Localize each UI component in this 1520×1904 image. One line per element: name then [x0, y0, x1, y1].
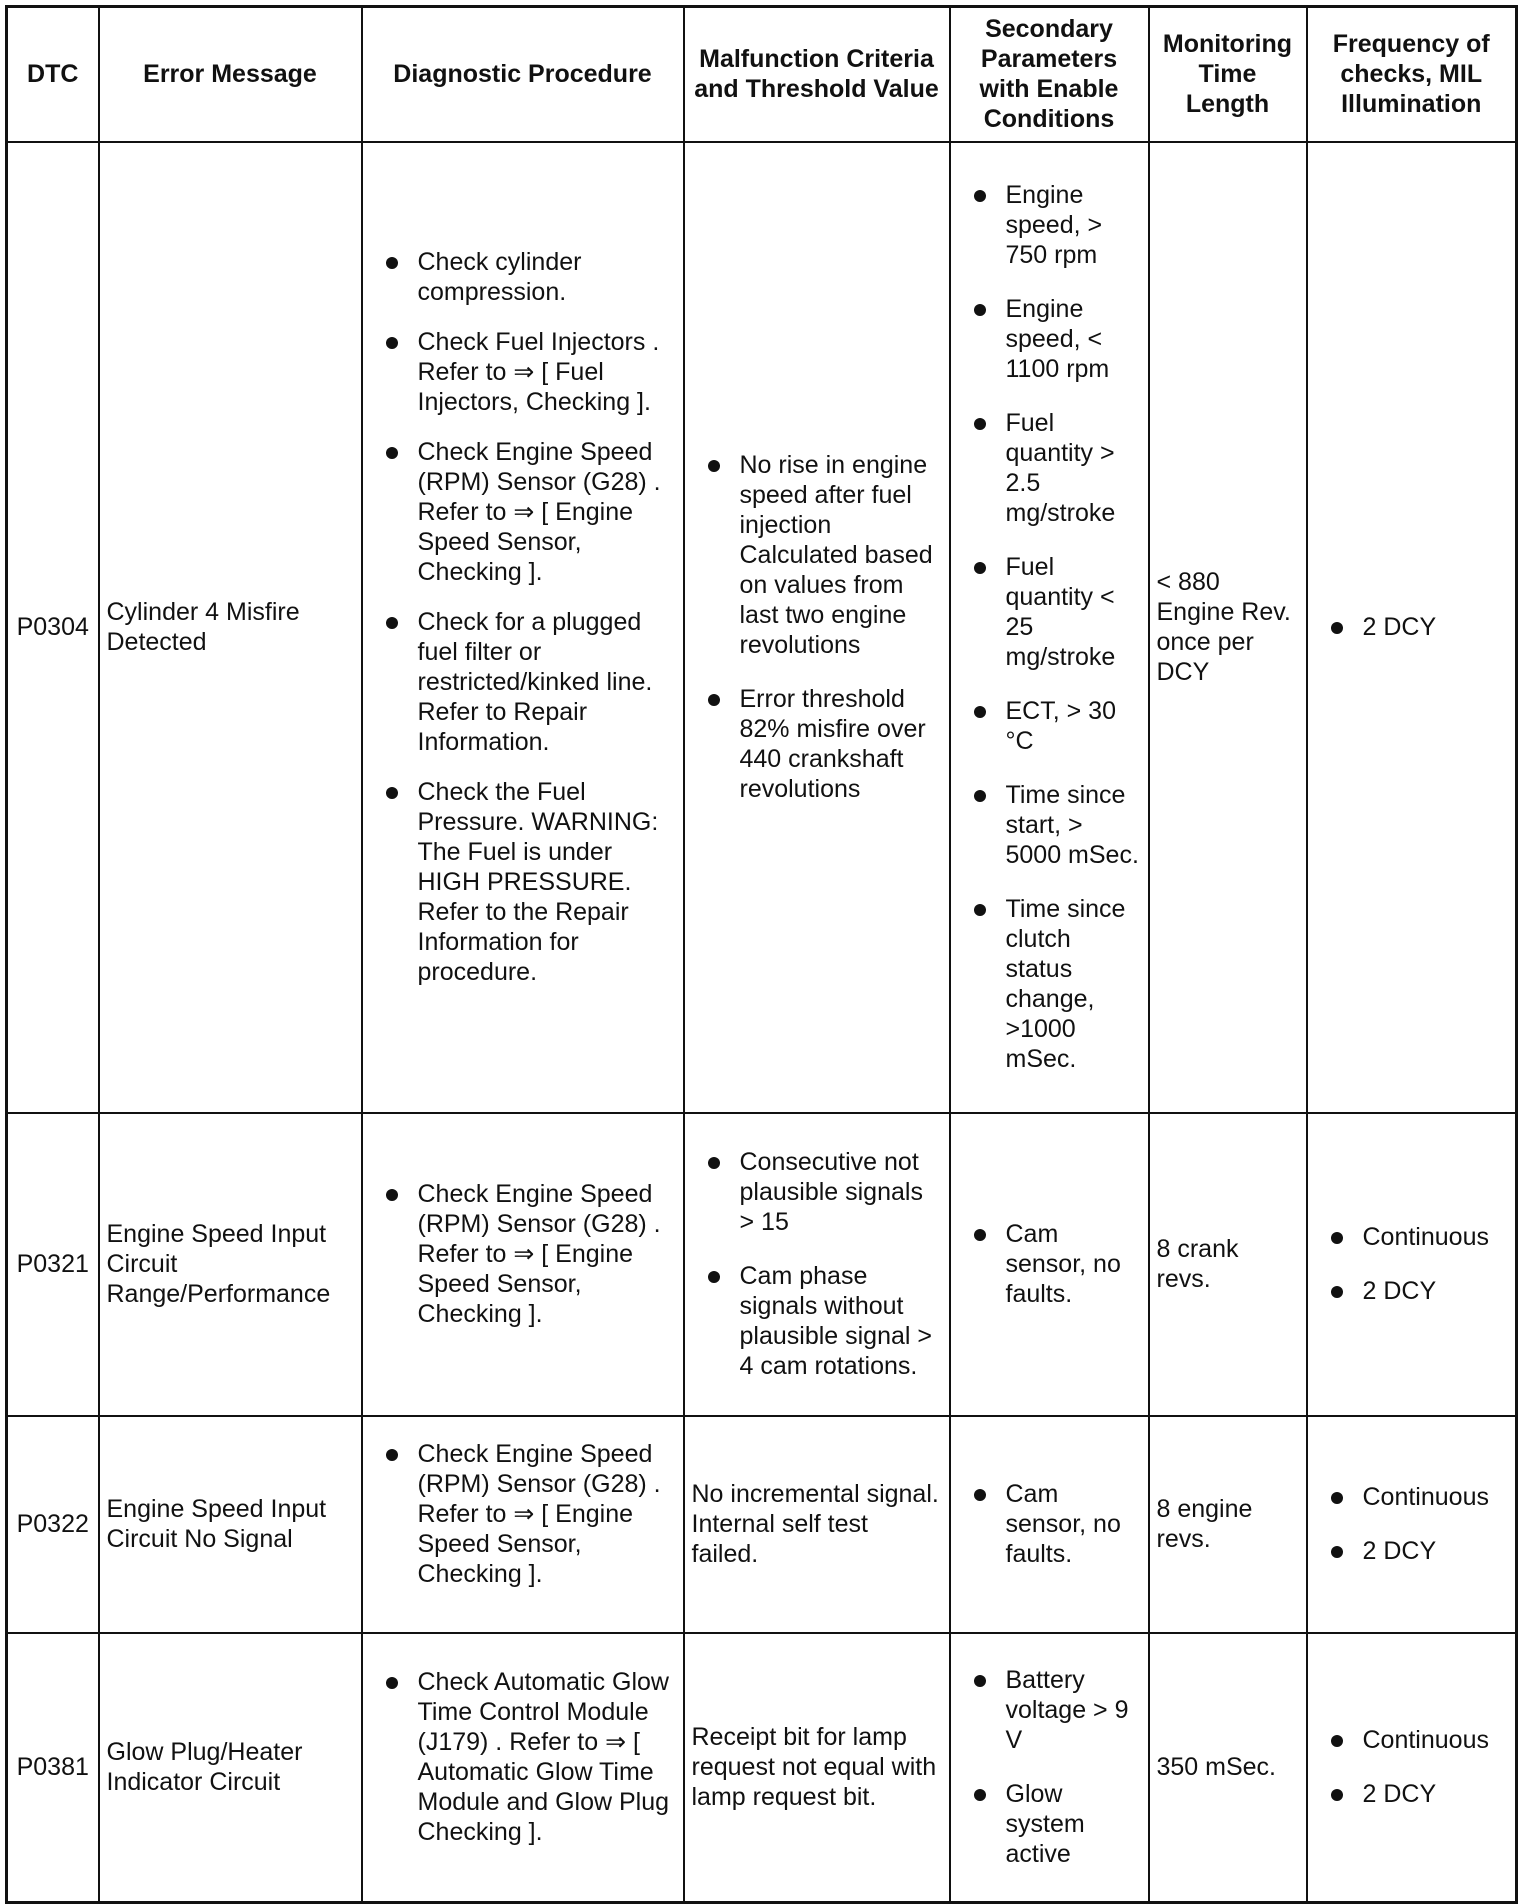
- parameter-item: Cam sensor, no faults.: [958, 1479, 1141, 1569]
- secondary-parameters: [950, 1113, 1149, 1416]
- header-frequency: Frequency of checks, MIL Illumination: [1307, 7, 1517, 142]
- parameter-item: Cam sensor, no faults.: [958, 1219, 1141, 1309]
- secondary-parameters: [950, 142, 1149, 1113]
- secondary-parameters: [950, 1416, 1149, 1633]
- dtc-code: P0381: [7, 1633, 99, 1903]
- parameter-item: Engine speed, < 1100 rpm: [958, 294, 1141, 384]
- parameter-item: ECT, > 30 °C: [958, 696, 1141, 756]
- parameter-item: Engine speed, > 750 rpm: [958, 180, 1141, 270]
- frequency-item: Continuous: [1315, 1482, 1509, 1512]
- frequency-item: 2 DCY: [1315, 612, 1509, 642]
- parameter-item: Fuel quantity < 25 mg/stroke: [958, 552, 1141, 672]
- table-row: [7, 1113, 1517, 1416]
- header-error-message: Error Message: [99, 7, 362, 142]
- procedure-item: Check Engine Speed (RPM) Sensor (G28) . Refer to ⇒ [ Engine Speed Sensor, Checking ].: [370, 1439, 676, 1589]
- error-message: Engine Speed Input Circuit Range/Performance: [99, 1113, 362, 1416]
- malfunction-criteria: [684, 1113, 950, 1416]
- procedure-item: Check Engine Speed (RPM) Sensor (G28) . Refer to ⇒ [ Engine Speed Sensor, Checking ].: [370, 1179, 676, 1329]
- frequency: [1307, 1113, 1517, 1416]
- criteria-item: Cam phase signals without plausible signal > 4 cam rotations.: [692, 1261, 942, 1381]
- table-row: [7, 1633, 1517, 1903]
- header-dtc: DTC: [7, 7, 99, 142]
- malfunction-criteria: [684, 142, 950, 1113]
- table-row: [7, 142, 1517, 1113]
- procedure-item: Check Automatic Glow Time Control Module (J179) . Refer to ⇒ [ Automatic Glow Time Module and Glow Plug Checking ].: [370, 1667, 676, 1847]
- procedure-item: Check for a plugged fuel filter or restricted/kinked line. Refer to Repair Information.: [370, 607, 676, 757]
- dtc-code: P0322: [7, 1416, 99, 1633]
- secondary-parameters: [950, 1633, 1149, 1903]
- header-secondary-parameters: Secondary Parameters with Enable Conditions: [950, 7, 1149, 142]
- criteria-item: Error threshold 82% misfire over 440 crankshaft revolutions: [692, 684, 942, 804]
- procedure-item: Check the Fuel Pressure. WARNING: The Fuel is under HIGH PRESSURE. Refer to the Repair Information for procedure.: [370, 777, 676, 987]
- monitoring-time: < 880 Engine Rev. once per DCY: [1149, 142, 1307, 1113]
- frequency-item: 2 DCY: [1315, 1536, 1509, 1566]
- frequency-item: 2 DCY: [1315, 1276, 1509, 1306]
- table-row: [7, 1416, 1517, 1633]
- procedure-item: Check Engine Speed (RPM) Sensor (G28) . Refer to ⇒ [ Engine Speed Sensor, Checking ].: [370, 437, 676, 587]
- error-message: Glow Plug/Heater Indicator Circuit: [99, 1633, 362, 1903]
- procedure-item: Check cylinder compression.: [370, 247, 676, 307]
- malfunction-criteria: Receipt bit for lamp request not equal with lamp request bit.: [684, 1633, 950, 1903]
- procedure-item: Check Fuel Injectors . Refer to ⇒ [ Fuel Injectors, Checking ].: [370, 327, 676, 417]
- monitoring-time: 350 mSec.: [1149, 1633, 1307, 1903]
- frequency: [1307, 1633, 1517, 1903]
- error-message: Cylinder 4 Misfire Detected: [99, 142, 362, 1113]
- header-row: [7, 7, 1517, 142]
- malfunction-criteria: No incremental signal. Internal self test failed.: [684, 1416, 950, 1633]
- frequency: [1307, 1416, 1517, 1633]
- dtc-code: P0304: [7, 142, 99, 1113]
- parameter-item: Time since clutch status change, >1000 mSec.: [958, 894, 1141, 1074]
- parameter-item: Time since start, > 5000 mSec.: [958, 780, 1141, 870]
- frequency-item: Continuous: [1315, 1222, 1509, 1252]
- frequency-item: Continuous: [1315, 1725, 1509, 1755]
- parameter-item: Battery voltage > 9 V: [958, 1665, 1141, 1755]
- criteria-item: No rise in engine speed after fuel injection Calculated based on values from last two engine revolutions: [692, 450, 942, 660]
- error-message: Engine Speed Input Circuit No Signal: [99, 1416, 362, 1633]
- parameter-item: Glow system active: [958, 1779, 1141, 1869]
- parameter-item: Fuel quantity > 2.5 mg/stroke: [958, 408, 1141, 528]
- dtc-table: [5, 5, 1518, 1904]
- frequency-item: 2 DCY: [1315, 1779, 1509, 1809]
- diagnostic-procedure: [362, 1416, 684, 1633]
- diagnostic-procedure: [362, 142, 684, 1113]
- header-monitoring-time: Monitoring Time Length: [1149, 7, 1307, 142]
- diagnostic-procedure: [362, 1633, 684, 1903]
- monitoring-time: 8 engine revs.: [1149, 1416, 1307, 1633]
- header-diagnostic-procedure: Diagnostic Procedure: [362, 7, 684, 142]
- monitoring-time: 8 crank revs.: [1149, 1113, 1307, 1416]
- header-malfunction-criteria: Malfunction Criteria and Threshold Value: [684, 7, 950, 142]
- dtc-code: P0321: [7, 1113, 99, 1416]
- diagnostic-procedure: [362, 1113, 684, 1416]
- criteria-item: Consecutive not plausible signals > 15: [692, 1147, 942, 1237]
- frequency: [1307, 142, 1517, 1113]
